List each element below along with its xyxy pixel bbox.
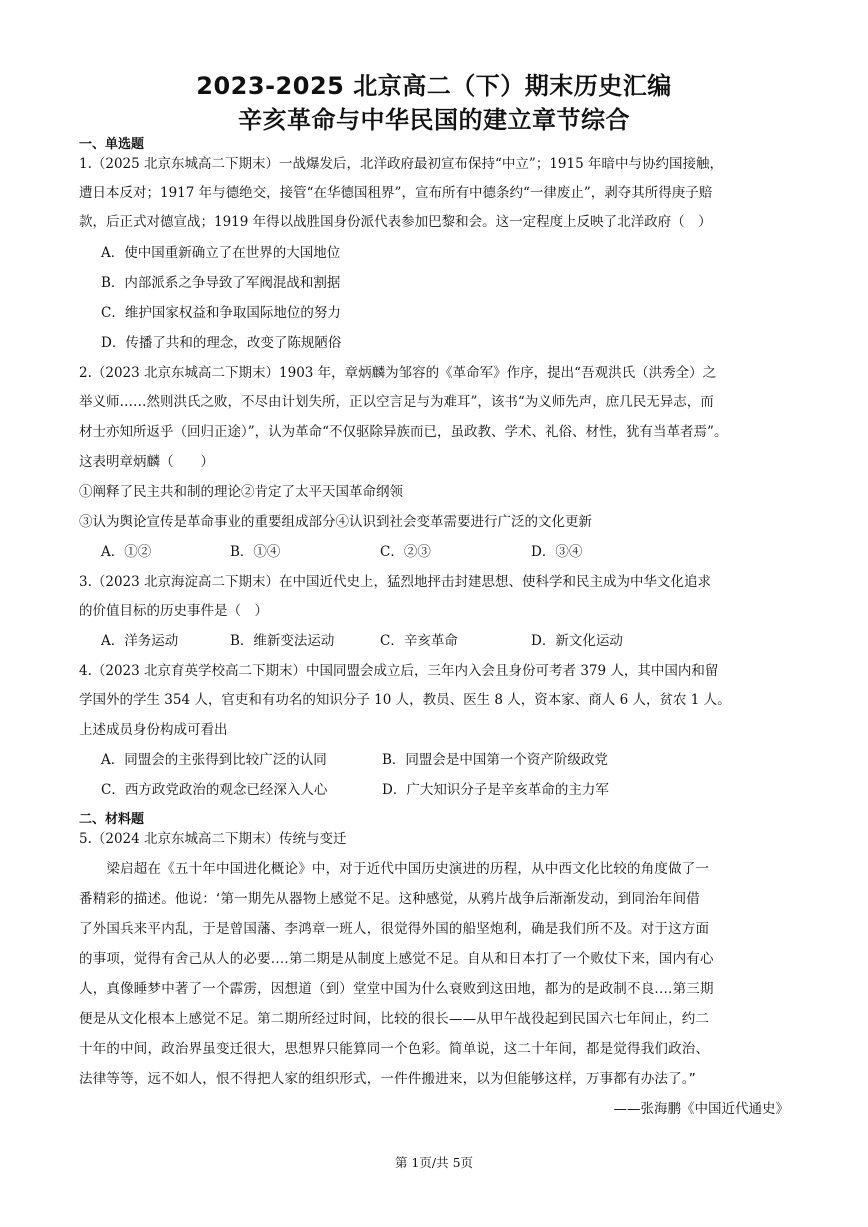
question-5-material-line: 十年的中间，政治界虽变迁很大，思想界只能算同一个色彩。简单说，这二十年间，都是觉得我们政治、 — [79, 1041, 710, 1057]
question-4-option-a: A．同盟会的主张得到比较广泛的认同 — [101, 752, 327, 768]
question-2-option-a: A．①② — [101, 544, 152, 560]
question-2-line: 举义师……然则洪氏之败，不尽由计划失所，正以空言足与为难耳”，该书“为义师先声，庶几民无异志，而 — [79, 394, 714, 410]
question-3-option-b: B．维新变法运动 — [230, 633, 335, 649]
question-5-material-line: 的事项，觉得有舍己从人的必要.…第二期是从制度上感觉不足。自从和日本打了一个败仗下来，国内有心 — [79, 951, 714, 967]
page-title: 2023-2025 北京高二（下）期末历史汇编 — [196, 72, 672, 100]
question-2-statement: ①阐释了民主共和制的理论②肯定了太平天国革命纲领 — [79, 484, 403, 500]
question-2-option-b: B．①④ — [230, 544, 281, 560]
page-subtitle: 辛亥革命与中华民国的建立章节综合 — [238, 106, 630, 134]
question-4-option-b: B．同盟会是中国第一个资产阶级政党 — [382, 752, 608, 768]
question-5-material-line: 法律等等，远不如人，恨不得把人家的组织形式，一件件搬进来，以为但能够这样，万事都有办法了。” — [79, 1071, 696, 1087]
question-4-option-d: D．广大知识分子是辛亥革命的主力军 — [382, 782, 609, 798]
question-1-option-c: C．维护国家权益和争取国际地位的努力 — [101, 305, 341, 321]
question-3-option-c: C．辛亥革命 — [380, 633, 458, 649]
question-5-material-line: 了外国兵来平内乱，于是曾国藩、李鸿章一班人，很觉得外国的船坚炮利，确是我们所不及。对于这方面 — [79, 921, 710, 937]
section-heading-single-choice: 一、单选题 — [79, 137, 145, 152]
question-5-material-line: 便是从文化根本上感觉不足。第二期所经过时间，比较的很长——从甲午战役起到民国六七年间止，约二 — [79, 1011, 710, 1027]
question-3-line: 的价值目标的历史事件是（ ） — [79, 603, 268, 619]
question-2-statement: ③认为舆论宣传是革命事业的重要组成部分④认识到社会变革需要进行广泛的文化更新 — [79, 514, 592, 530]
question-1-option-d: D．传播了共和的理念，改变了陈规陋俗 — [101, 335, 342, 351]
question-2-line: 2.（2023 北京东城高二下期末）1903 年，章炳麟为邹容的《革命军》作序，提出“吾观洪氏（洪秀全）之 — [79, 365, 717, 381]
question-3-line: 3.（2023 北京海淀高二下期末）在中国近代史上，猛烈地抨击封建思想、使科学和民主成为中华文化追求 — [79, 574, 712, 590]
question-5-material-line: 梁启超在《五十年中国进化概论》中，对于近代中国历史演进的历程，从中西文化比较的角度做了一 — [79, 861, 710, 877]
question-2-line: 材士亦知所返乎（回归正途）”，认为革命“不仅驱除异族而已，虽政教、学术、礼俗、材性，犹有当革者焉”。 — [79, 424, 728, 440]
section-heading-material: 二、材料题 — [79, 812, 145, 827]
question-2-option-c: C．②③ — [380, 544, 431, 560]
question-1-line: 款，后正式对德宣战；1919 年得以战胜国身份派代表参加巴黎和会。这一定程度上反映了北洋政府（ ） — [79, 214, 712, 230]
question-2-option-d: D．③④ — [531, 544, 583, 560]
question-1-option-b: B．内部派系之争导致了军阀混战和割据 — [101, 275, 341, 291]
question-5-source: ——张海鹏《中国近代通史》 — [613, 1101, 789, 1117]
question-5-material-line: 番精彩的描述。他说：‘第一期先从器物上感觉不足。这种感觉，从鸦片战争后渐渐发动，到同治年间借 — [79, 891, 700, 907]
question-4-line: 4.（2023 北京育英学校高二下期末）中国同盟会成立后，三年内入会且身份可考者 379 人，其中国内和留 — [79, 663, 719, 679]
question-4-line: 上述成员身份构成可看出 — [79, 722, 228, 738]
question-1-line: 1.（2025 北京东城高二下期末）一战爆发后，北洋政府最初宣布保持“中立”；1915 年暗中与协约国接触， — [79, 156, 723, 172]
question-1-option-a: A．使中国重新确立了在世界的大国地位 — [101, 245, 341, 261]
question-4-line: 学国外的学生 354 人，官吏和有功名的知识分子 10 人，教员、医生 8 人，资本家、商人 6 人，贫农 1 人。 — [79, 692, 731, 708]
question-2-line: 这表明章炳麟（ ） — [79, 454, 214, 470]
question-1-line: 遭日本反对；1917 年与德绝交，接管“在华德国租界”，宣布所有中德条约“一律废止”，剥夺其所得庚子赔 — [79, 185, 713, 201]
question-5-material-line: 人，真像睡梦中著了一个霹雳，因想道（到）堂堂中国为什么衰败到这田地，都为的是政制不良.…第三期 — [79, 981, 714, 997]
question-3-option-d: D．新文化运动 — [531, 633, 623, 649]
question-3-option-a: A．洋务运动 — [101, 633, 179, 649]
page-number: 第 1页/共 5页 — [394, 1155, 474, 1170]
question-5-heading: 5.（2024 北京东城高二下期末）传统与变迁 — [79, 831, 347, 847]
question-4-option-c: C．西方政党政治的观念已经深入人心 — [101, 782, 328, 798]
